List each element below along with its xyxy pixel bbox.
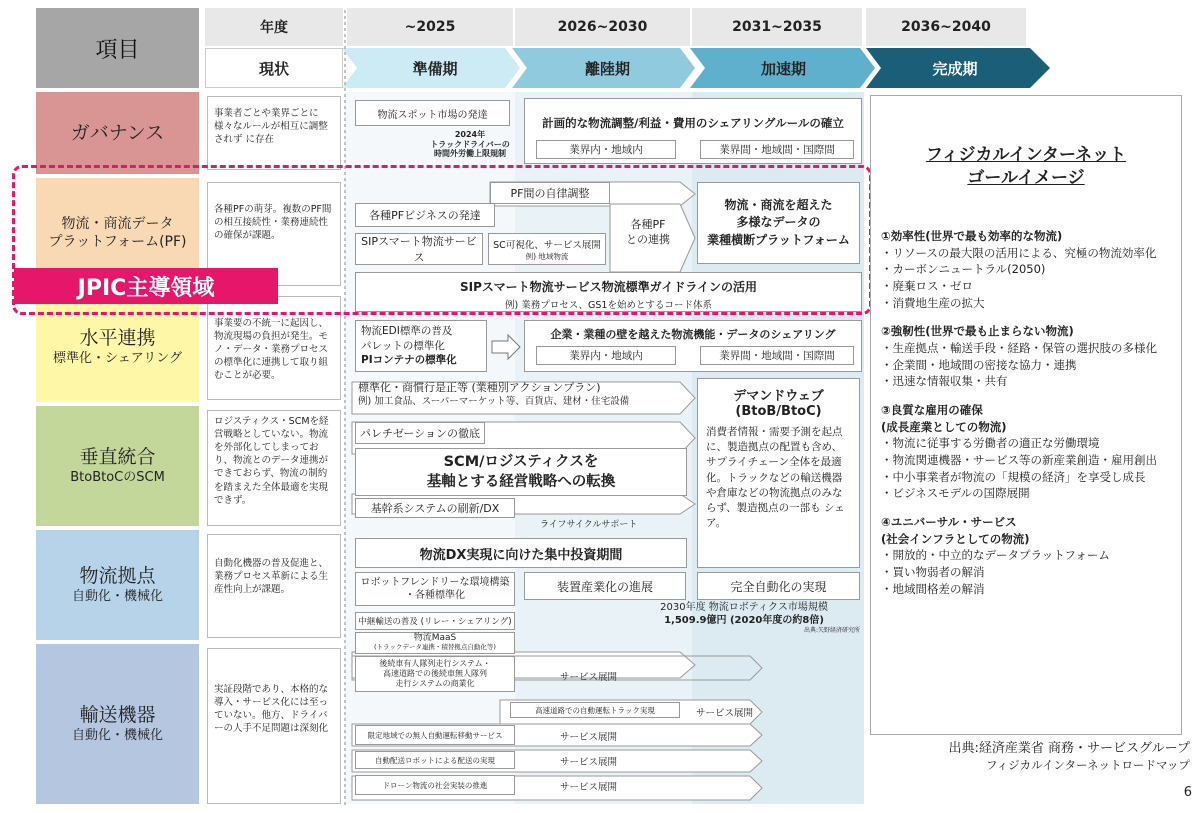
goal-item: ・ビジネスモデルの国際展開 bbox=[881, 486, 1030, 501]
edi-arrow-icon bbox=[490, 333, 522, 361]
horiz-sub-left bbox=[536, 346, 676, 365]
phase-label: 加速期 bbox=[760, 59, 806, 78]
platoon-box bbox=[355, 656, 515, 692]
pf-link-line: 各種PF bbox=[630, 218, 666, 231]
header-item-label: 項目 bbox=[95, 37, 140, 63]
palletize-label: パレチゼーションの徹底 bbox=[360, 427, 480, 440]
goal-item: ・リソースの最大限の活用による、究極の物流効率化 bbox=[881, 245, 1157, 260]
goal-title bbox=[881, 144, 1171, 190]
demand-desc: 消費者情報・需要予測を起点に、製造拠点の配置も含め、サプライチェーン全体を最適化。トラックなどの輸送機器や倉庫などの物流拠点のみならず、製造拠点の一部も シェア。 bbox=[706, 426, 845, 530]
goal-section-4 bbox=[881, 514, 1171, 597]
cat-title: 垂直統合 bbox=[79, 446, 156, 469]
demand-title: (BtoB/BtoC) bbox=[735, 404, 822, 419]
pf-autonomous-label: PF間の自律調整 bbox=[510, 187, 590, 200]
platoon-service-label: サービス展開 bbox=[560, 672, 618, 683]
platoon-line: 後続車有人隊列走行システム・ bbox=[379, 659, 491, 668]
pf-link-line: との連携 bbox=[626, 232, 670, 246]
goal-item: ・物流に従事する労働者の適正な労働環境 bbox=[881, 436, 1100, 451]
goal-item: ・開放的・中立的なデータプラットフォーム bbox=[881, 548, 1110, 563]
goal-line: 多様なデータの bbox=[736, 215, 821, 230]
jpic-label bbox=[14, 268, 278, 304]
limited-area-label: 限定地域での無人自動運転移動サービス bbox=[367, 730, 503, 740]
standard-line: 例) 加工食品、スーパーマーケット等、百貨店、建材・住宅設備 bbox=[358, 396, 630, 408]
market-line: 1,509.9億円 (2020年度の約8倍) bbox=[664, 615, 824, 626]
sub-label: 業界内・地域内 bbox=[569, 144, 643, 156]
desc-transport: 実証段階であり、本格的な導入・サービス化には至っていない。他方、ドライバーの人手不足問題は深刻化 bbox=[207, 648, 341, 804]
spot-market-box bbox=[355, 100, 510, 126]
sharing-title: 企業・業種の壁を越えた物流機能・データのシェアリング bbox=[550, 328, 836, 341]
desc-hub: 自動化機器の普及促進と、業務プロセス革新による生産性向上が課題。 bbox=[207, 534, 341, 638]
desc-platform: 各種PFの萌芽。複数のPF間の相互接続性・業務連続性の確保が課題。 bbox=[207, 182, 341, 286]
cat-hub bbox=[36, 530, 199, 640]
robot-line: ・各種標準化 bbox=[405, 590, 465, 601]
note-line: 時間外労働上限規制 bbox=[434, 149, 506, 159]
cat-title: 物流拠点 bbox=[79, 565, 156, 588]
source-line: 出典:経済産業省 商務・サービスグループ bbox=[948, 741, 1190, 756]
robot-friendly-box bbox=[355, 572, 515, 606]
goal-section-title: ②強靭性(世界で最も止まらない物流) bbox=[881, 324, 1074, 339]
dx-period-label: 物流DX実現に向けた集中投資期間 bbox=[419, 547, 623, 563]
cat-title: 水平連携 bbox=[79, 327, 156, 350]
platoon-line: 高速道路での後続車無人隊列 bbox=[383, 669, 487, 678]
maas-box bbox=[355, 632, 515, 654]
cat-title: ガバナンス bbox=[70, 121, 165, 144]
gov-sub-right bbox=[700, 140, 854, 159]
lifecycle-label: ライフサイクルサポート bbox=[540, 520, 638, 530]
delivery-robot-label: 自動配送ロボットによる配送の実現 bbox=[375, 755, 495, 765]
cat-subtitle: BtoBtoCのSCM bbox=[70, 469, 165, 485]
goal-item: ・企業間・地域間の密接な協力・連携 bbox=[881, 357, 1077, 372]
goal-item: ・廃棄ロス・ゼロ bbox=[881, 278, 973, 293]
limited-service-label: サービス展開 bbox=[560, 732, 618, 743]
equip-industry-box bbox=[524, 572, 686, 600]
sc-line: SC可視化、サービス展開 bbox=[493, 239, 601, 251]
goal-section-title: (社会インフラとしての物流) bbox=[881, 531, 1030, 546]
year-label: 2036~2040 bbox=[901, 19, 991, 35]
goal-line: 業種横断プラットフォーム bbox=[707, 232, 850, 247]
phase-label: 完成期 bbox=[932, 59, 978, 78]
maas-line: 物流MaaS bbox=[413, 633, 457, 644]
phase-label: 離陸期 bbox=[584, 59, 630, 78]
cat-transport bbox=[36, 644, 199, 804]
goal-item: ・カーボンニュートラル(2050) bbox=[881, 262, 1046, 277]
phase-label: 準備期 bbox=[412, 59, 458, 78]
desc-vertical: ロジスティクス・SCMを経営戦略としていない。物流を外部化してしまっており、物流とのデータ連携ができておらず、物流の制約を踏まえた全体最適を実現できず。 bbox=[207, 410, 341, 526]
goal-item: ・消費地生産の拡大 bbox=[881, 295, 985, 310]
desc-horizontal: 事業要の不統一に起因し、物流現場の負担が発生。モノ・データ・業務プロセスの標準化に連携して取り組むことが必要。 bbox=[207, 296, 341, 400]
goal-item: ・迅速な情報収集・共有 bbox=[881, 374, 1008, 389]
note-line: 2024年 bbox=[454, 130, 486, 139]
edi-box bbox=[355, 320, 487, 372]
equip-label: 装置産業化の進展 bbox=[556, 579, 653, 594]
goal-section-title: ①効率性(世界で最も効率的な物流) bbox=[881, 228, 1063, 243]
edi-line: パレットの標準化 bbox=[361, 339, 445, 352]
phase-complete bbox=[880, 48, 1030, 88]
cat-vertical bbox=[36, 406, 199, 526]
sip-label: SIPスマート物流サービス bbox=[361, 235, 477, 264]
edi-line: 物流EDI標準の普及 bbox=[361, 325, 453, 337]
cat-subtitle: プラットフォーム(PF) bbox=[48, 234, 187, 250]
demand-title: デマンドウェブ bbox=[733, 389, 824, 404]
year-label: 2031~2035 bbox=[732, 19, 822, 35]
goal-section-title: (成長産業としての物流) bbox=[881, 419, 1007, 434]
palletize-box bbox=[355, 422, 485, 444]
sub-label: 業界内・地域内 bbox=[569, 350, 643, 362]
drone-box bbox=[355, 775, 515, 795]
source-note bbox=[872, 740, 1190, 773]
highway-label: 高速道路での自動運転トラック実現 bbox=[535, 705, 655, 715]
goal-panel bbox=[870, 95, 1182, 735]
cat-title: 物流・商流データ bbox=[61, 215, 174, 232]
goal-section-title: ④ユニバーサル・サービス bbox=[881, 514, 1017, 529]
horiz-sub-right bbox=[700, 346, 854, 365]
highway-box bbox=[510, 702, 680, 718]
demand-web-box bbox=[697, 378, 860, 568]
year-2035 bbox=[692, 8, 862, 46]
platoon-line: 走行システムの商業化 bbox=[395, 679, 475, 688]
relay-box bbox=[355, 612, 515, 630]
full-auto-box bbox=[697, 572, 860, 600]
drone-label: ドローン物流の社会実装の推進 bbox=[382, 780, 488, 790]
robot-line: ロボットフレンドリーな環境構築 bbox=[360, 577, 510, 588]
delivery-service-label: サービス展開 bbox=[560, 757, 618, 768]
cat-governance bbox=[36, 92, 199, 174]
dx-period-box bbox=[355, 538, 687, 568]
goal-title-line: フィジカルインターネット bbox=[925, 145, 1127, 165]
standard-line: 標準化・商慣行是正等 (業種別アクションプラン) bbox=[358, 381, 601, 394]
cat-subtitle: 自動化・機械化 bbox=[71, 727, 163, 743]
sub-label: 業界間・地域間・国際間 bbox=[719, 144, 835, 156]
market-line: 2030年度 物流ロボティクス市場規模 bbox=[660, 602, 828, 613]
rule-title: 計画的な物流調整/利益・費用のシェアリングルールの確立 bbox=[542, 116, 844, 130]
goal-item: ・買い物弱者の解消 bbox=[881, 564, 985, 579]
jpic-label-text: JPIC主導領域 bbox=[77, 275, 215, 301]
goal-section-3 bbox=[881, 402, 1171, 502]
header-item-cell bbox=[36, 8, 199, 88]
phase-label: 現状 bbox=[258, 59, 289, 78]
year-2040 bbox=[866, 8, 1026, 46]
year-2030 bbox=[515, 8, 690, 46]
goal-title-line: ゴールイメージ bbox=[967, 167, 1085, 188]
limited-area-box bbox=[355, 725, 515, 745]
market-source: 出典:矢野経済研究所 bbox=[803, 627, 860, 634]
guideline-sub: 例) 業務プロセス、GS1を始めとするコード体系 bbox=[505, 300, 712, 311]
core-dx-box bbox=[355, 498, 515, 518]
standard-box bbox=[358, 380, 688, 416]
phase-prep bbox=[360, 48, 510, 88]
goal-section-2 bbox=[881, 323, 1171, 390]
delivery-robot-box bbox=[355, 751, 515, 769]
source-line: フィジカルインターネットロードマップ bbox=[985, 757, 1190, 772]
relay-label: 中継輸送の普及 (リレー・シェアリング) bbox=[358, 617, 512, 627]
maas-line: (トラックデータ連携・積替拠点自動化等) bbox=[374, 643, 496, 652]
year-2025 bbox=[347, 8, 513, 46]
pf-business-label: 各種PFビジネスの発達 bbox=[369, 209, 481, 222]
phase-accel bbox=[706, 48, 861, 88]
phase-current bbox=[205, 48, 343, 88]
drone-service-label: サービス展開 bbox=[560, 782, 618, 793]
goal-item: ・中小事業者が物流の「規模の経済」を享受し成長 bbox=[881, 469, 1146, 484]
year-label: 2026~2030 bbox=[557, 19, 648, 35]
sub-label: 業界間・地域間・国際間 bbox=[719, 350, 835, 362]
highway-service-label: サービス展開 bbox=[696, 708, 754, 719]
goal-line: 物流・商流を超えた bbox=[724, 197, 833, 212]
edi-line: PIコンテナの標準化 bbox=[361, 354, 457, 367]
gov-sub-left bbox=[536, 140, 676, 159]
goal-item: ・地域間格差の解消 bbox=[881, 581, 985, 596]
full-auto-label: 完全自動化の実現 bbox=[730, 579, 827, 594]
core-dx-label: 基幹系システムの刷新/DX bbox=[370, 502, 500, 515]
cat-subtitle: 標準化・シェアリング bbox=[53, 350, 182, 366]
page-number: 6 bbox=[1183, 785, 1192, 800]
desc-governance: 事業者ごとや業界ごとに様々なルールが相互に調整されず に存在 bbox=[207, 96, 341, 170]
scm-line: SCM/ロジスティクスを bbox=[443, 453, 599, 470]
cat-title: 輸送機器 bbox=[79, 704, 156, 727]
phase-takeoff bbox=[530, 48, 685, 88]
cat-subtitle: 自動化・機械化 bbox=[71, 588, 163, 604]
scm-line: 基軸とする経営戦略への転換 bbox=[426, 474, 616, 490]
guideline-title: SIPスマート物流サービス物流標準ガイドラインの活用 bbox=[460, 280, 757, 294]
spot-market-label: 物流スポット市場の発達 bbox=[377, 109, 488, 121]
year-current bbox=[205, 8, 343, 46]
goal-item: ・生産拠点・輸送手段・経路・保管の選択肢の多様化 bbox=[881, 340, 1157, 355]
note-line: トラックドライバーの bbox=[430, 139, 510, 149]
driver-regulation-note bbox=[420, 130, 520, 159]
sc-line: 例) 地域物流 bbox=[525, 251, 569, 261]
goal-section-1 bbox=[881, 228, 1171, 311]
goal-section-title: ③良質な雇用の確保 bbox=[881, 402, 983, 417]
year-label: 年度 bbox=[260, 20, 288, 36]
scm-strategy-box bbox=[355, 448, 687, 496]
year-label: ~2025 bbox=[404, 19, 456, 35]
goal-item: ・物流関連機器・サービス等の新産業創造・雇用創出 bbox=[881, 452, 1157, 467]
